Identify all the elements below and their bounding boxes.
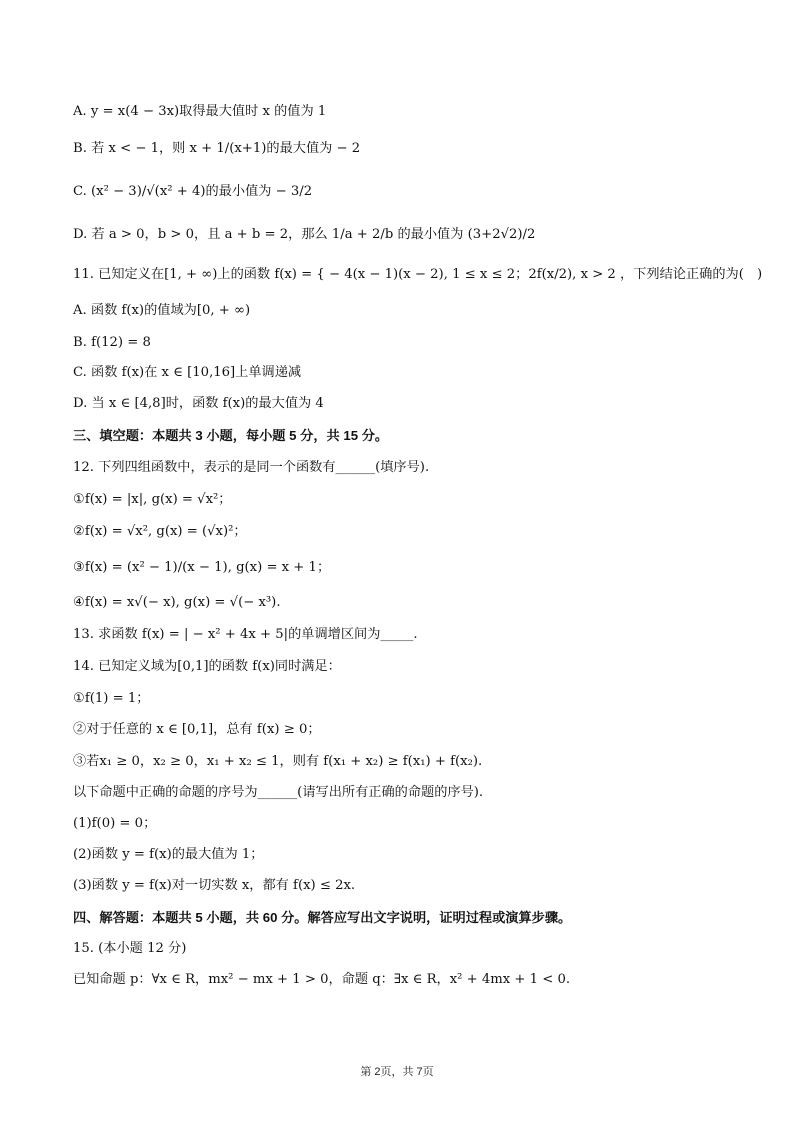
q11-option-b: B. f(12) = 8 [73,335,151,350]
q12-item-1: ①f(x) = |x|, g(x) = √x²； [73,492,232,507]
q11-option-c: C. 函数 f(x)在 x ∈ [10,16]上单调递减 [73,365,302,380]
question-14-stem: 14. 已知定义域为[0,1]的函数 f(x)同时满足： [73,659,341,674]
option-d-text: D. 若 a > 0，b > 0，且 a + b = 2，那么 1/a + 2/b 的最小值为 (3+2√2)/2 [73,227,536,242]
page-footer: 第 2页，共 7页 [360,1066,434,1078]
q12-item-3: ③f(x) = (x² − 1)/(x − 1), g(x) = x + 1； [73,560,331,575]
q12-item-4: ④f(x) = x√(− x), g(x) = √(− x³). [73,595,281,610]
section-answer-heading: 四、解答题：本题共 5 小题，共 60 分。解答应写出文字说明，证明过程或演算步骤。 [73,910,572,925]
q14-condition-3: ③若x₁ ≥ 0，x₂ ≥ 0，x₁ + x₂ ≤ 1，则有 f(x₁ + x₂) ≥ f(x₁) + f(x₂). [73,754,483,769]
q14-proposition-2: (2)函数 y = f(x)的最大值为 1； [73,847,264,862]
q12-item-2: ②f(x) = √x², g(x) = (√x)²； [73,524,247,539]
question-12-stem: 12. 下列四组函数中，表示的是同一个函数有______(填序号). [73,460,430,475]
q14-condition-1: ①f(1) = 1； [73,691,150,706]
section-fill-in-heading: 三、填空题：本题共 3 小题，每小题 5 分，共 15 分。 [73,428,389,443]
question-15-header: 15. (本小题 12 分) [73,941,187,956]
option-a-text: A. y = x(4 − 3x)取得最大值时 x 的值为 1 [73,104,327,119]
question-11-stem: 11. 已知定义在[1, + ∞)上的函数 f(x) = { − 4(x − 1)(x − 2), 1 ≤ x ≤ 2；2f(x/2), x > 2 ，下列结论正确的为( ) [73,267,763,282]
question-15-stem: 已知命题 p：∀x ∈ R，mx² − mx + 1 > 0，命题 q：∃x ∈ R，x² + 4mx + 1 < 0. [73,972,571,987]
option-c-text: C. (x² − 3)/√(x² + 4)的最小值为 − 3/2 [73,184,313,199]
question-13-stem: 13. 求函数 f(x) = | − x² + 4x + 5|的单调增区间为_____. [73,627,418,642]
q11-option-d: D. 当 x ∈ [4,8]时，函数 f(x)的最大值为 4 [73,396,324,411]
q14-instruction: 以下命题中正确的命题的序号为______(请写出所有正确的命题的序号). [73,785,484,800]
option-b-text: B. 若 x < − 1，则 x + 1/(x+1)的最大值为 − 2 [73,141,361,156]
q11-option-a: A. 函数 f(x)的值域为[0, + ∞) [73,303,251,318]
q14-proposition-3: (3)函数 y = f(x)对一切实数 x，都有 f(x) ≤ 2x. [73,878,356,893]
q14-proposition-1: (1)f(0) = 0； [73,816,157,831]
q14-condition-2: ②对于任意的 x ∈ [0,1]，总有 f(x) ≥ 0； [73,722,321,737]
